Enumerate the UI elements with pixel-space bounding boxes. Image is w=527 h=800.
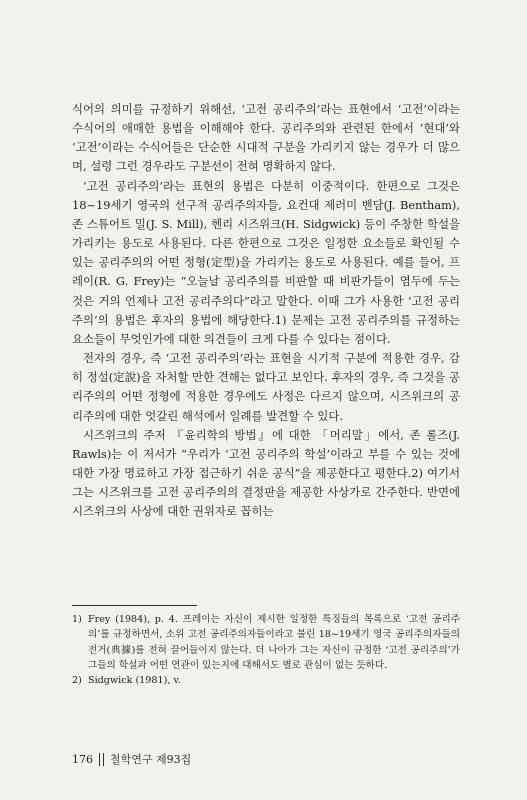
footnote-number: 2) [72, 675, 82, 687]
footnote-2 [72, 673, 460, 688]
paragraph-3: 전자의 경우, 즉 ‘고전 공리주의’라는 표현을 시기적 구분에 적용한 경우, 감히 정설(定說)을 자처할 만한 견해는 없다고 보인다. 후자의 경우, 즉 그것을 공리주의의 어떤 정형에 적용한 경우에도 사정은 다르지 않으며, 시즈위크의 공리주의에 대한 엇갈린 해석에서 일례를 발견할 수 있다. [72, 351, 460, 423]
paragraph-4: 시즈위크의 주저 『윤리학의 방법』에 대한 「머리말」에서, 존 롤즈(J. Rawls)는 이 저서가 “우리가 ‘고전 공리주의 학설’이라고 부를 수 있는 것에 대한 가장 명료하고 가장 접근하기 쉬운 공식”을 제공한다고 평한다.2) 여기서 그는 시즈위크를 고전 공리주의의 결정판을 제공한 사상가로 간주한다. 반면에 시즈위크의 사상에 대한 권위자로 꼽히는 [72, 427, 460, 519]
page-number: 176 [72, 752, 93, 766]
footnote-divider [72, 605, 197, 606]
paragraph-1: 식어의 의미를 규정하기 위해선, ‘고전 공리주의’라는 표현에서 ‘고전’이라는 수식어의 애매한 용법을 이해해야 한다. 공리주의와 관련된 한에서 ‘현대’와 ‘고전’이라는 수식어들은 단순한 시대적 구분을 가리키지 않는 경우가 더 많으며, 설령 그런 경우라도 구분선이 전혀 명확하지 않다. [72, 102, 460, 174]
footnote-text: Sidgwick (1981), v. [88, 675, 181, 687]
footnote-1 [72, 612, 460, 673]
folio-separator [99, 753, 104, 766]
footnotes [72, 612, 460, 688]
footnote-text: Frey (1984), p. 4. 프레이는 자신이 제시한 일정한 특징들의 목록으로 ‘고전 공리주의’를 규정하면서, 소위 고전 공리주의자들이라고 불린 18~19세기 영국 공리주의자들의 전거(典據)를 전혀 끌어들이지 않는다. 더 나아가 그는 자신이 규정한 ‘고전 공리주의’가 그들의 학설과 어떤 연관이 있는지에 대해서도 별로 관심이 없는 듯하다. [88, 614, 460, 671]
page-footer [72, 751, 191, 767]
paragraph-2: ‘고전 공리주의’라는 표현의 용법은 다분히 이중적이다. 한편으로 그것은 18~19세기 영국의 선구적 공리주의자들, 요컨대 제러미 벤담(J. Bentham), 존 스튜어트 밀(J. S. Mill), 헨리 시즈위크(H. Sidgwick) 등이 주창한 학설을 가리키는 용도로 사용된다. 다른 한편으로 그것은 일정한 요소들로 확인될 수 있는 공리주의의 어떤 정형(定型)을 가리키는 용도로 사용된다. 예를 들어, 프레이(R. G. Frey)는 “오늘날 공리주의를 비판할 때 비판가들이 염두에 두는 것은 거의 언제나 고전 공리주의다”라고 말한다. 이때 그가 사용한 ‘고전 공리주의’의 용법은 후자의 용법에 해당한다.1) 문제는 고전 공리주의를 규정하는 요소들이 무엇인가에 대한 의견들이 크게 다를 수 있다는 점이다. [72, 178, 460, 346]
body-text [72, 100, 460, 521]
journal-title: 철학연구 제93집 [110, 753, 192, 766]
footnote-number: 1) [72, 614, 82, 625]
